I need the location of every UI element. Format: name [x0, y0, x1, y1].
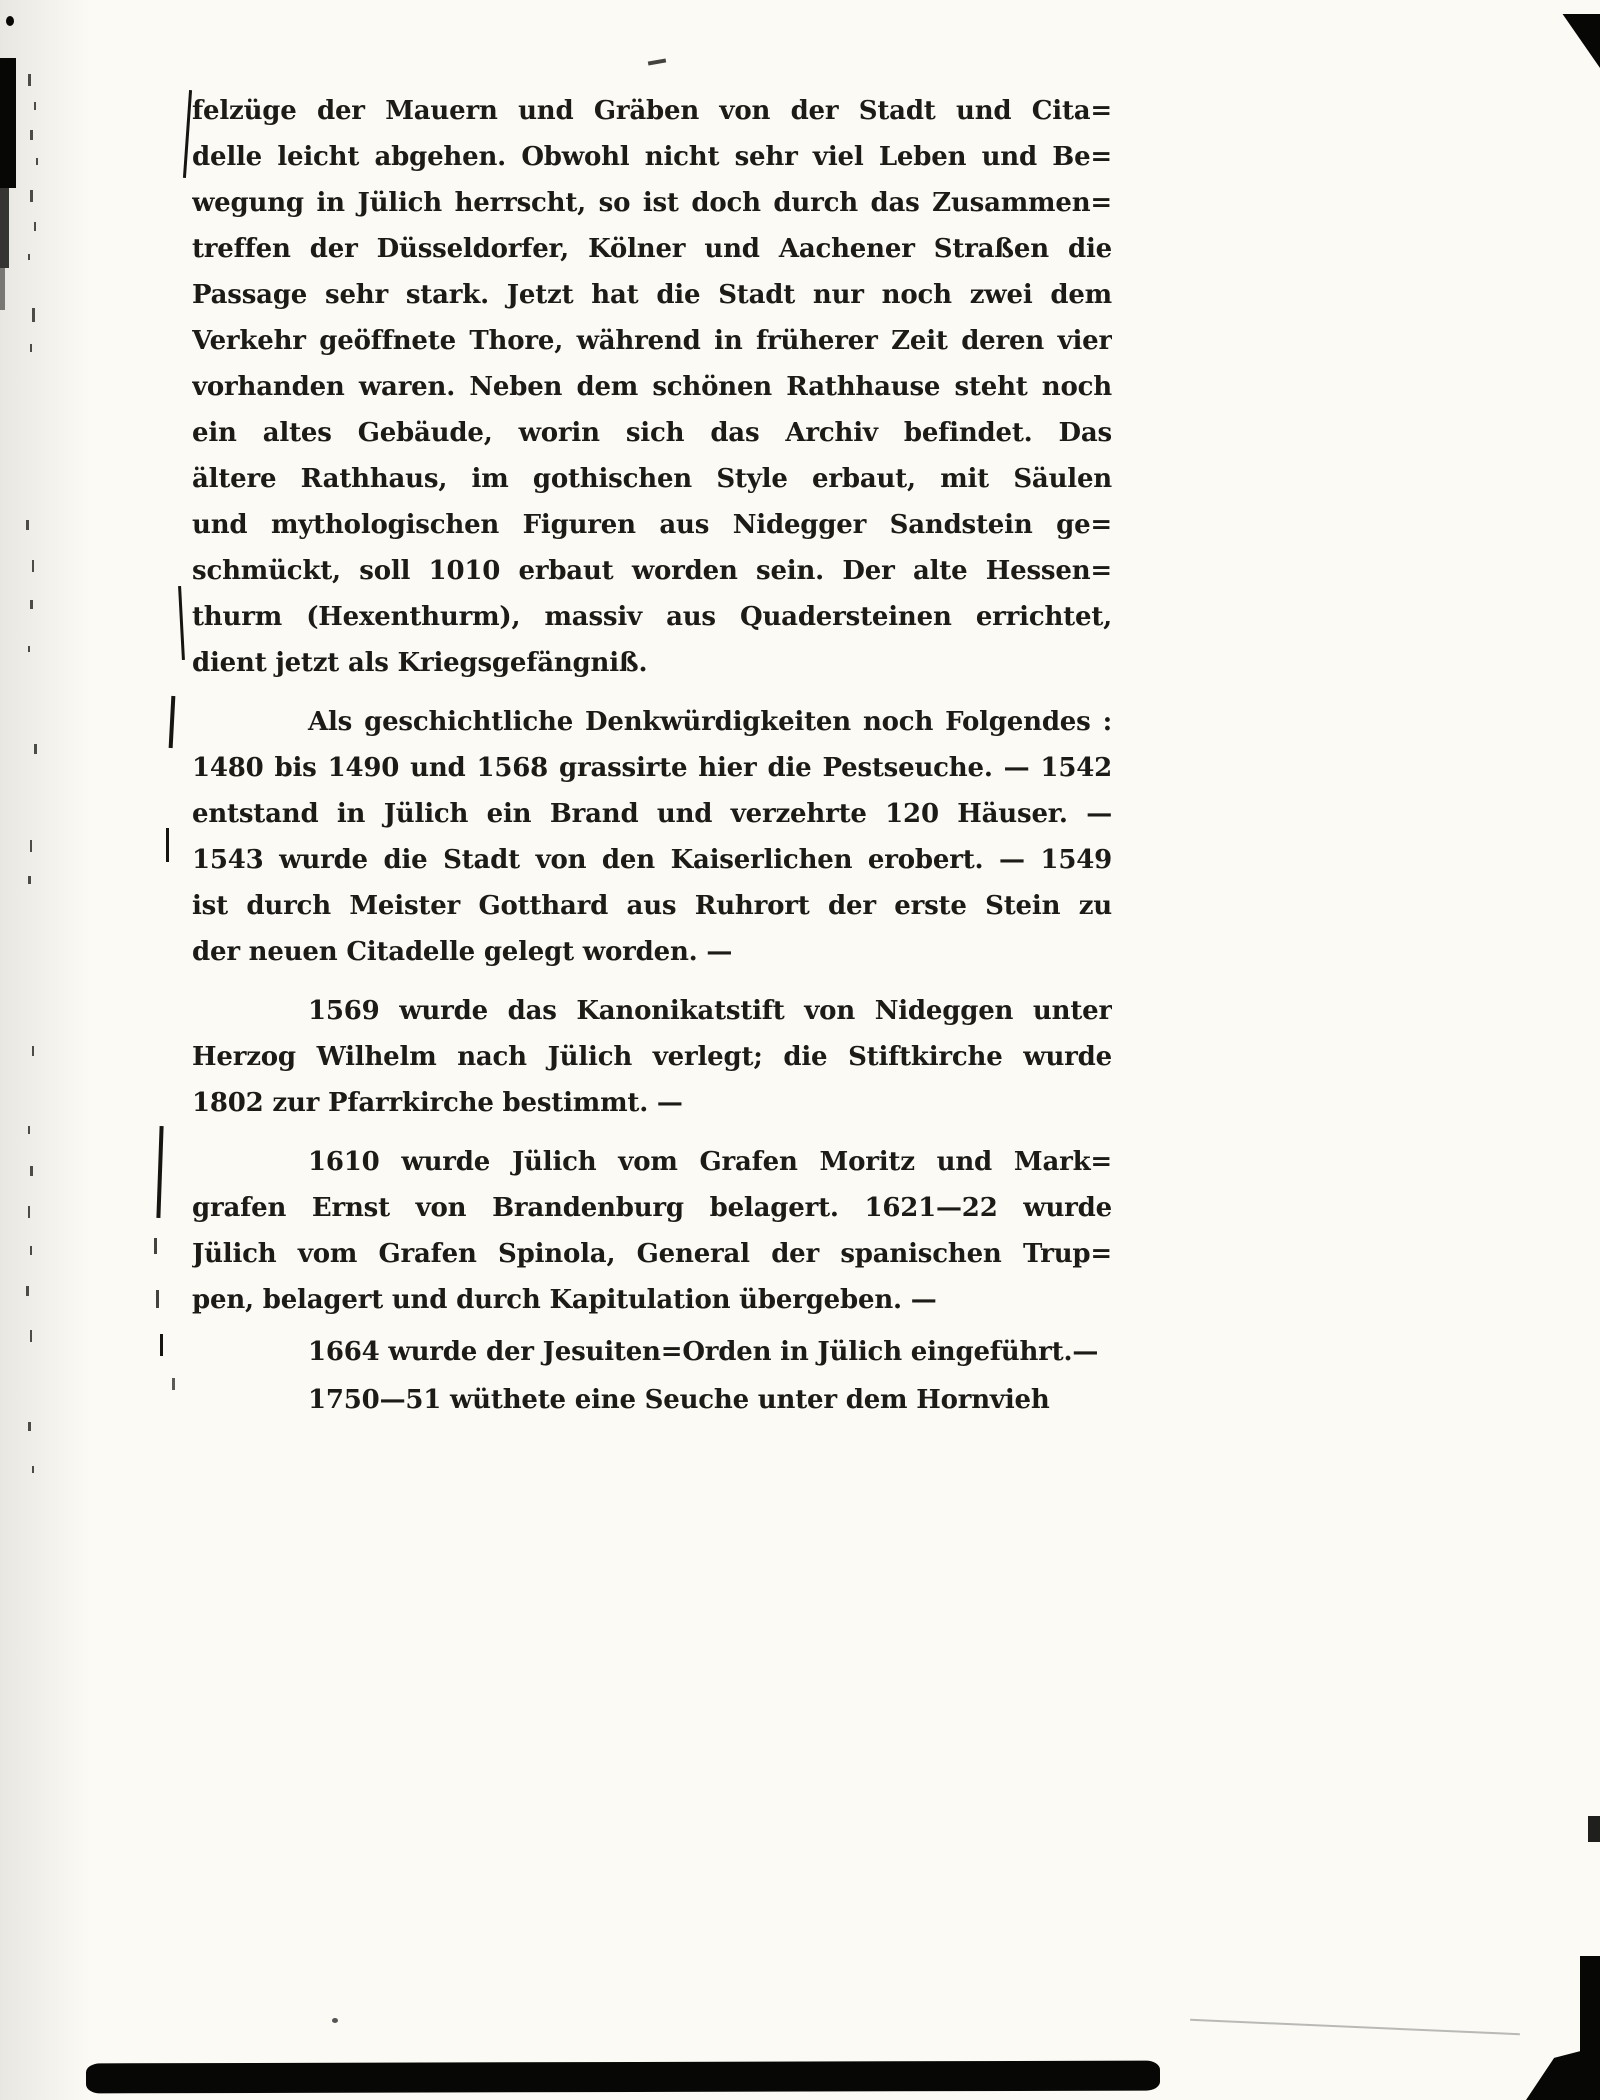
text-line: grafen Ernst von Brandenburg belagert. 1621—22 wurde	[192, 1193, 1112, 1223]
text-block	[192, 88, 1112, 1423]
scan-speck	[28, 74, 31, 86]
text-line: entstand in Jülich ein Brand und verzehrte 120 Häuser. —	[192, 799, 1112, 829]
scan-speck	[26, 1286, 29, 1296]
scan-speck	[28, 1206, 30, 1218]
paragraph	[192, 88, 1112, 686]
text-line: ältere Rathhaus, im gothischen Style erbaut, mit Säulen	[192, 464, 1112, 494]
scan-artifact-top-left	[0, 58, 16, 188]
scan-artifact-bottom-bar	[86, 2061, 1160, 2094]
text-line: ist durch Meister Gotthard aus Ruhrort der erste Stein zu	[192, 891, 1112, 921]
margin-stroke	[156, 1290, 159, 1308]
margin-stroke	[160, 1334, 163, 1356]
margin-stroke	[178, 586, 185, 660]
scan-speck	[30, 1330, 32, 1342]
scan-artifact-dot	[6, 16, 14, 26]
text-line: delle leicht abgehen. Obwohl nicht sehr viel Leben und Be=	[192, 142, 1112, 172]
scan-speck	[26, 520, 29, 530]
text-line: 1543 wurde die Stadt von den Kaiserlichen erobert. — 1549	[192, 845, 1112, 875]
paragraph	[192, 1377, 1112, 1423]
scan-speck	[28, 646, 30, 652]
text-line: Herzog Wilhelm nach Jülich verlegt; die Stiftkirche wurde	[192, 1042, 1112, 1072]
scan-speck	[32, 560, 34, 572]
text-line: Als geschichtliche Denkwürdigkeiten noch Folgendes :	[308, 707, 1112, 737]
text-line: treffen der Düsseldorfer, Kölner und Aachener Straßen die	[192, 234, 1112, 264]
text-line: pen, belagert und durch Kapitulation übergeben. —	[192, 1285, 937, 1315]
scan-artifact-top-right	[1552, 14, 1600, 68]
scan-artifact-dot	[332, 2018, 338, 2023]
scan-speck	[30, 130, 33, 140]
text-line: Passage sehr stark. Jetzt hat die Stadt nur noch zwei dem	[192, 280, 1112, 310]
scan-artifact-left	[0, 188, 9, 268]
margin-stroke	[166, 828, 169, 862]
margin-stroke	[156, 1126, 163, 1218]
paragraph	[192, 699, 1112, 975]
paragraph	[192, 988, 1112, 1126]
text-line: 1610 wurde Jülich vom Grafen Moritz und Mark=	[308, 1147, 1112, 1177]
text-line: der neuen Citadelle gelegt worden. —	[192, 937, 733, 967]
scan-speck	[30, 840, 32, 852]
text-line: 1802 zur Pfarrkirche bestimmt. —	[192, 1088, 683, 1118]
text-line: 1664 wurde der Jesuiten=Orden in Jülich eingeführt.—	[308, 1337, 1099, 1367]
scan-artifact-bottom-right	[1526, 2046, 1600, 2100]
margin-stroke	[172, 1378, 175, 1390]
scan-speck	[30, 1166, 33, 1176]
text-line: thurm (Hexenthurm), massiv aus Quadersteinen errichtet,	[192, 602, 1112, 632]
scan-speck	[32, 308, 35, 322]
scan-speck	[30, 1246, 32, 1255]
margin-stroke	[169, 696, 176, 748]
text-line: Jülich vom Grafen Spinola, General der spanischen Trup=	[192, 1239, 1112, 1269]
text-line: 1480 bis 1490 und 1568 grassirte hier die Pestseuche. — 1542	[192, 753, 1112, 783]
scan-speck	[34, 222, 36, 231]
text-line: dient jetzt als Kriegsgefängniß.	[192, 648, 648, 678]
text-line: 1569 wurde das Kanonikatstift von Nideggen unter	[308, 996, 1112, 1026]
text-line: schmückt, soll 1010 erbaut worden sein. Der alte Hessen=	[192, 556, 1112, 586]
paragraph	[192, 1329, 1112, 1375]
scan-speck	[28, 876, 31, 884]
scan-speck	[28, 1422, 31, 1431]
scan-artifact-right	[1588, 1816, 1600, 1842]
text-line: felzüge der Mauern und Gräben von der Stadt und Cita=	[192, 96, 1112, 126]
text-line: vorhanden waren. Neben dem schönen Rathhause steht noch	[192, 372, 1112, 402]
scan-speck	[34, 102, 36, 110]
scan-speck	[32, 1046, 34, 1056]
scan-speck	[28, 1126, 30, 1134]
scan-speck	[28, 254, 30, 260]
scan-speck	[36, 158, 38, 165]
text-line: und mythologischen Figuren aus Nidegger Sandstein ge=	[192, 510, 1112, 540]
scan-speck	[30, 600, 33, 609]
text-line: Verkehr geöffnete Thore, während in früherer Zeit deren vier	[192, 326, 1112, 356]
text-line: 1750—51 wüthete eine Seuche unter dem Hornvieh	[308, 1385, 1050, 1415]
scan-artifact-left	[0, 268, 5, 310]
scan-speck	[34, 744, 37, 754]
scan-artifact-dash	[648, 58, 666, 65]
text-line: wegung in Jülich herrscht, so ist doch durch das Zusammen=	[192, 188, 1112, 218]
margin-stroke	[183, 90, 192, 178]
scan-artifact-bottom-line	[1190, 2019, 1520, 2035]
scan-speck	[30, 190, 33, 202]
paragraph	[192, 1139, 1112, 1323]
margin-stroke	[154, 1238, 157, 1254]
scan-speck	[32, 1466, 34, 1473]
scan-edge-shadow	[0, 0, 90, 2100]
text-line: ein altes Gebäude, worin sich das Archiv befindet. Das	[192, 418, 1112, 448]
scan-speck	[30, 344, 32, 352]
